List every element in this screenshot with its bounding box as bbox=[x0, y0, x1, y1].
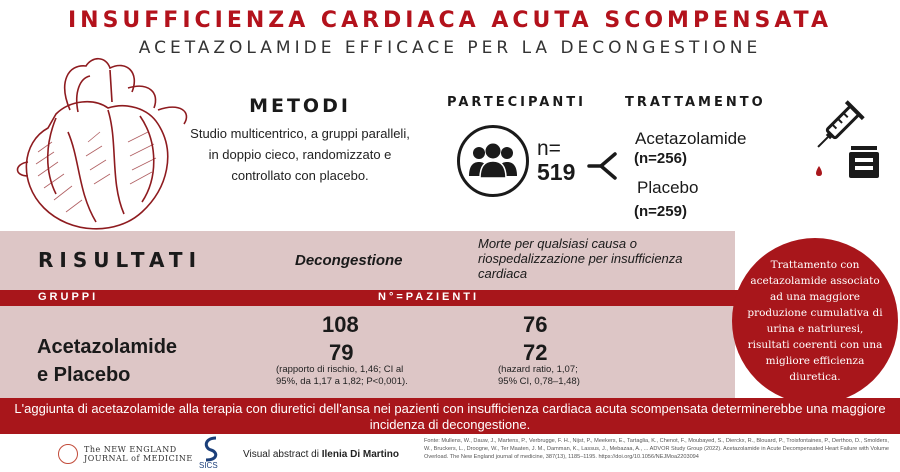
page-subtitle: ACETAZOLAMIDE EFFICACE PER LA DECONGESTIONE bbox=[138, 38, 762, 58]
arm-placebo-n: (n=259) bbox=[634, 203, 687, 220]
syringe-icon bbox=[805, 100, 885, 180]
result-summary-circle bbox=[732, 238, 898, 404]
participants-n-label: n= bbox=[537, 137, 561, 160]
heart-illustration bbox=[8, 52, 198, 242]
decongestione-ci: (rapporto di rischio, 1,46; CI al 95%, da 1,17 a 1,82; P<0,001). bbox=[276, 364, 408, 387]
groups-label bbox=[37, 333, 177, 389]
group-placebo: e Placebo bbox=[37, 364, 131, 386]
metodi-description: Studio multicentrico, a gruppi paralleli, in doppio cieco, randomizzato e controllato con placebo. bbox=[190, 126, 410, 183]
nejm-seal-icon bbox=[58, 444, 78, 464]
references-text: Fonte: Mullens, W., Dauw, J., Martens, P., Verbrugge, F. H., Nijst, P., Meekers, E., Tartaglia, K., Chenot, F., Moubayed, S., Dierckx, R., Blouard, P., Troisfontaines, P., Derthoo, D., Smolders, W., Bruckers, L., Droogne, W., Ter Maaten, J. M., Damman, K., Lassus, J., Mebazaa, A., ... ADVOR Study Group (2022). Acetazolamide in Acute Decompensated Heart Failure with Volume Overload. The New England journal of medicine, 387(13), 1185–1195. https://doi.org/10.1056/NEJMoa2203094 bbox=[424, 438, 890, 460]
sics-text: SICS bbox=[199, 461, 218, 470]
decongestione-placebo: 79 bbox=[329, 340, 354, 365]
nejm-line1: The NEW ENGLAND bbox=[84, 445, 177, 454]
group-acetazolamide: Acetazolamide bbox=[37, 336, 178, 358]
sics-logo bbox=[198, 436, 224, 470]
visual-abstract-author: Ilenia Di Martino bbox=[321, 449, 399, 460]
partecipanti-heading: PARTECIPANTI bbox=[447, 95, 586, 110]
arm-placebo: Placebo bbox=[637, 178, 699, 197]
conclusion-banner: L'aggiunta di acetazolamide alla terapia con diuretici dell'ansa nei pazienti con insufficienza cardiaca acuta scompensata determinerebbe una maggiore incidenza di decongestione. bbox=[0, 398, 900, 434]
nejm-line2: JOURNAL of MEDICINE bbox=[84, 454, 193, 463]
arm-acetazolamide-n: (n=256) bbox=[634, 150, 687, 167]
morte-acetazolamide: 76 bbox=[523, 312, 548, 337]
decongestione-header: Decongestione bbox=[295, 252, 403, 269]
trattamento-heading: TRATTAMENTO bbox=[625, 95, 766, 110]
result-summary-text: Trattamento con acetazolamide associato ad una maggiore produzione cumulativa di urina e natriuresi, risultati coerenti con una migliore efficienza diuretica. bbox=[747, 259, 883, 383]
page-title: INSUFFICIENZA CARDIACA ACUTA SCOMPENSATA bbox=[67, 8, 833, 33]
decongestione-acetazolamide: 108 bbox=[322, 312, 359, 337]
risultati-heading: RISULTATI bbox=[38, 248, 203, 272]
morte-placebo: 72 bbox=[523, 340, 548, 365]
gruppi-column-label: GRUPPI bbox=[38, 291, 99, 303]
arm-acetazolamide: Acetazolamide bbox=[635, 129, 747, 148]
visual-abstract-prefix: Visual abstract di bbox=[243, 449, 322, 460]
group-icon bbox=[468, 142, 518, 180]
nejm-logo bbox=[58, 444, 193, 464]
pazienti-column-label: N°=PAZIENTI bbox=[378, 291, 480, 303]
metodi-heading: METODI bbox=[249, 95, 351, 117]
morte-header: Morte per qualsiasi causa o riospedalizzazione per insufficienza cardiaca bbox=[478, 236, 683, 281]
participants-count: 519 bbox=[537, 159, 576, 185]
visual-abstract-credit bbox=[243, 449, 399, 460]
branch-icon bbox=[585, 146, 625, 186]
people-icon bbox=[457, 125, 529, 197]
morte-ci: (hazard ratio, 1,07; 95% CI, 0,78–1,48) bbox=[498, 364, 580, 387]
